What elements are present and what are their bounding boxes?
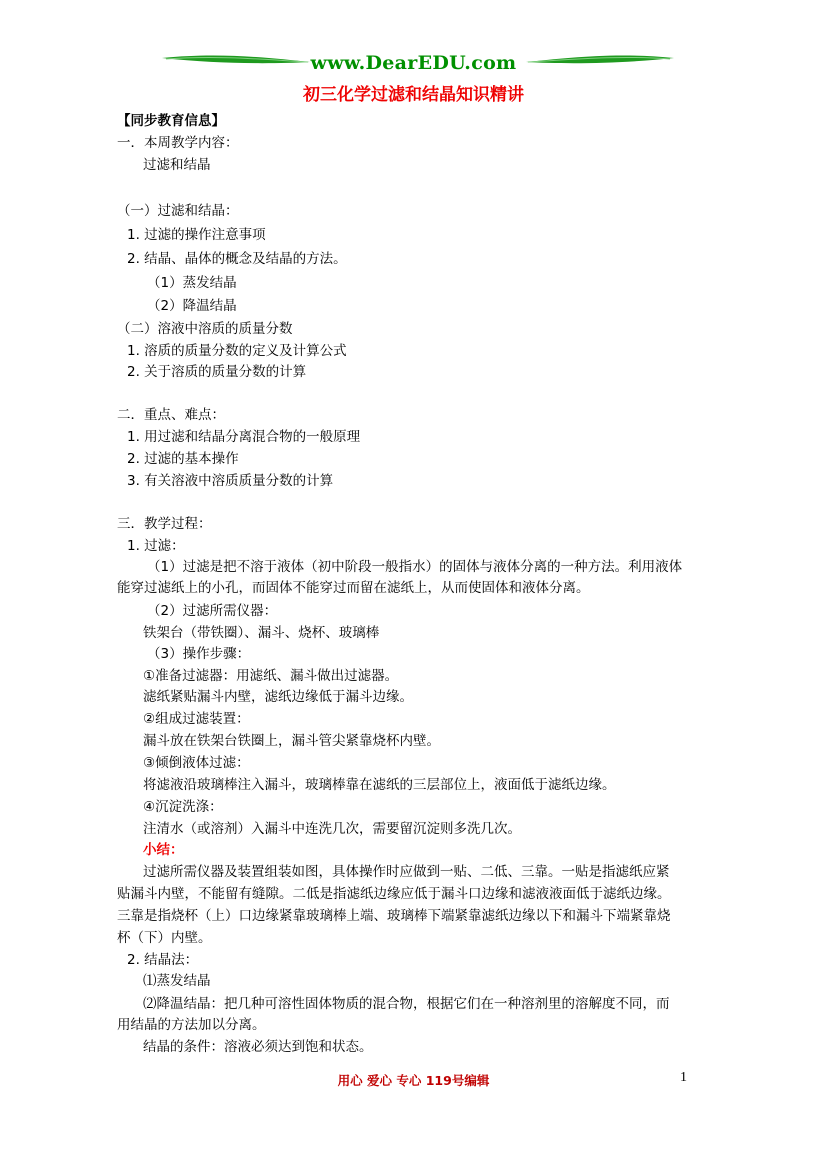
text-line: ②组成过滤装置： xyxy=(143,711,250,727)
paragraph-line: 用结晶的方法加以分离。 xyxy=(117,1017,266,1033)
list-item: 1. 过滤的操作注意事项 xyxy=(127,227,266,243)
paragraph-line: 过滤所需仪器及装置组装如图，具体操作时应做到一贴、二低、三靠。一贴是指滤纸应紧 xyxy=(143,864,670,880)
text-line: （3）操作步骤： xyxy=(147,646,251,662)
paragraph-line: ⑵降温结晶：把几种可溶性固体物质的混合物，根据它们在一种溶剂里的溶解度不同，而 xyxy=(143,996,670,1012)
text-line: ③倾倒液体过滤： xyxy=(143,755,250,771)
text-line: 铁架台（带铁圈）、漏斗、烧杯、玻璃棒 xyxy=(143,625,380,641)
heading-process: 三．教学过程： xyxy=(117,516,212,532)
list-item: 2. 关于溶质的质量分数的计算 xyxy=(127,364,307,380)
list-item: 2. 结晶、晶体的概念及结晶的方法。 xyxy=(127,251,347,267)
list-item: 3. 有关溶液中溶质质量分数的计算 xyxy=(127,473,334,489)
list-item: 1. 溶质的质量分数的定义及计算公式 xyxy=(127,343,347,359)
paragraph-line: 贴漏斗内壁，不能留有缝隙。二低是指滤纸边缘应低于漏斗口边缘和滤液液面低于滤纸边缘。 xyxy=(117,886,671,902)
heading-key-points: 二．重点、难点： xyxy=(117,407,225,423)
text-line: 过滤和结晶 xyxy=(143,157,211,173)
text-line: 结晶的条件：溶液必须达到饱和状态。 xyxy=(143,1039,373,1055)
list-item: 2. 结晶法： xyxy=(127,952,199,968)
text-line: ①准备过滤器：用滤纸、漏斗做出过滤器。 xyxy=(143,668,399,684)
section-label: 【同步教育信息】 xyxy=(117,113,225,129)
text-line: ④沉淀洗涤： xyxy=(143,799,223,815)
document-title: 初三化学过滤和结晶知识精讲 xyxy=(303,85,524,105)
subheading: （一）过滤和结晶： xyxy=(117,203,239,219)
text-line: 注清水（或溶剂）入漏斗中连洗几次，需要留沉淀则多洗几次。 xyxy=(143,821,521,837)
text-line: 漏斗放在铁架台铁圈上，漏斗管尖紧靠烧杯内壁。 xyxy=(143,733,440,749)
heading-content: 一．本周教学内容： xyxy=(117,135,239,151)
paragraph-line: （1）过滤是把不溶于液体（初中阶段一般指水）的固体与液体分离的一种方法。利用液体 xyxy=(147,559,683,575)
subheading: （二）溶液中溶质的质量分数 xyxy=(117,321,293,337)
paragraph-line: 杯（下）内壁。 xyxy=(117,930,212,946)
list-item: 1. 过滤： xyxy=(127,538,185,554)
footer-text: 用心 爱心 专心 119号编辑 xyxy=(337,1073,490,1088)
list-item: （1）蒸发结晶 xyxy=(147,275,237,291)
text-line: 将滤液沿玻璃棒注入漏斗，玻璃棒靠在滤纸的三层部位上，液面低于滤纸边缘。 xyxy=(143,777,616,793)
list-item: 1. 用过滤和结晶分离混合物的一般原理 xyxy=(127,429,361,445)
site-url: www.DearEDU.com xyxy=(310,52,517,74)
paragraph-line: 三靠是指烧杯（上）口边缘紧靠玻璃棒上端、玻璃棒下端紧靠滤纸边缘以下和漏斗下端紧靠烧 xyxy=(117,908,671,924)
text-line: （2）过滤所需仪器： xyxy=(147,603,278,619)
text-line: ⑴蒸发结晶 xyxy=(143,973,211,989)
text-line: 滤纸紧贴漏斗内壁，滤纸边缘低于漏斗边缘。 xyxy=(143,689,413,705)
list-item: 2. 过滤的基本操作 xyxy=(127,451,239,467)
page-number: 1 xyxy=(680,1070,687,1085)
paragraph-line: 能穿过滤纸上的小孔，而固体不能穿过而留在滤纸上，从而使固体和液体分离。 xyxy=(117,580,590,596)
summary-label: 小结： xyxy=(143,842,184,858)
list-item: （2）降温结晶 xyxy=(147,298,237,314)
